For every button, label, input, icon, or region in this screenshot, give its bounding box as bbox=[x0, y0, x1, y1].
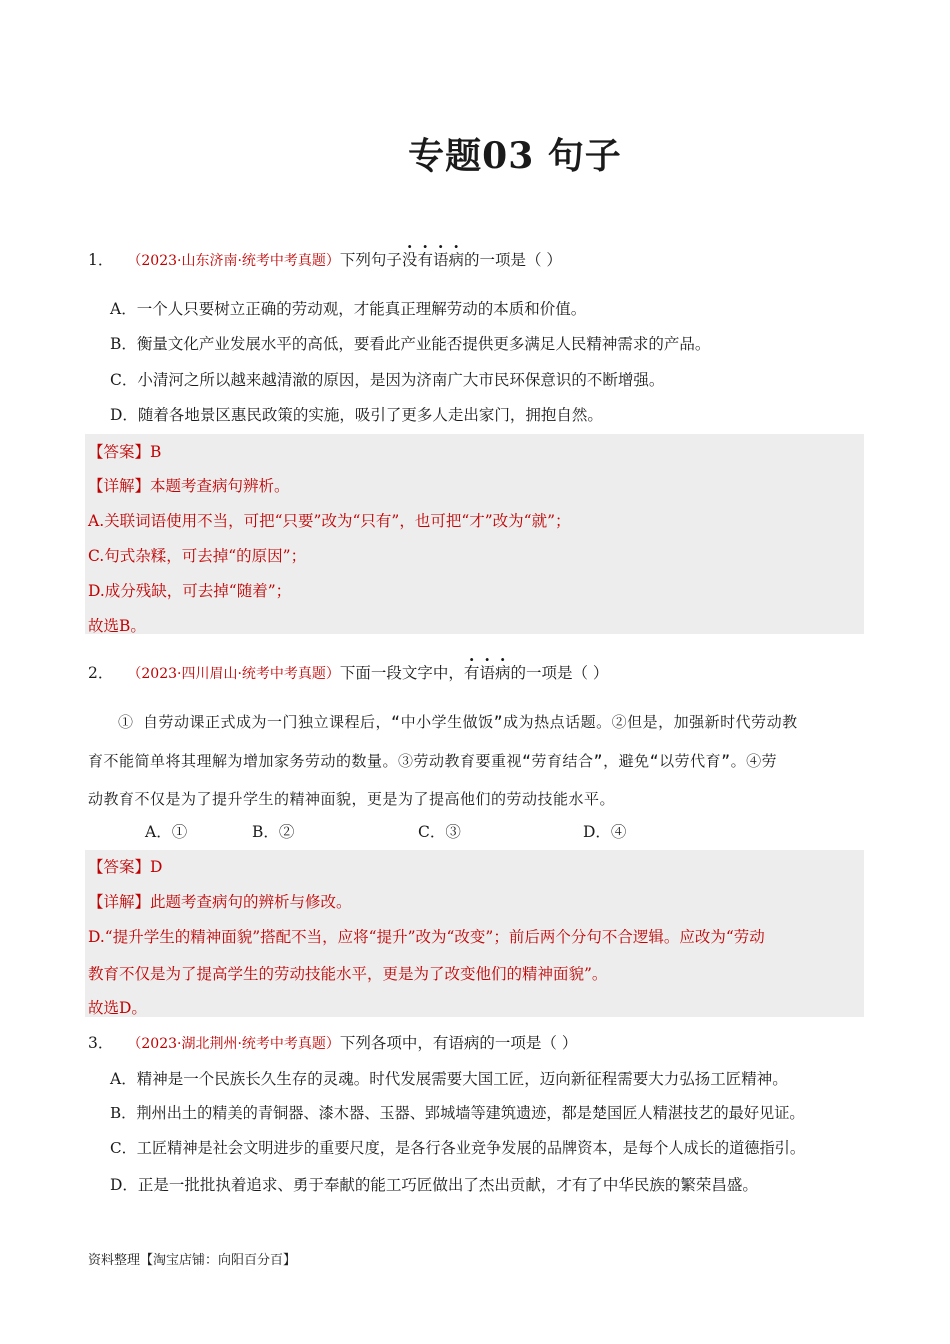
option-c: C．工匠精神是社会文明进步的重要尺度，是各行各业竞争发展的品牌资本，是每个人成长的道德指引。 bbox=[110, 1139, 806, 1157]
emphasis-char: 没 bbox=[401, 251, 418, 269]
option-a: A．一个人只要树立正确的劳动观，才能真正理解劳动的本质和价值。 bbox=[110, 300, 587, 318]
explanation-line: 故选B。 bbox=[88, 617, 146, 635]
answer-label: 【答案】B bbox=[88, 443, 162, 461]
explanation-line: C.句式杂糅，可去掉“的原因”； bbox=[88, 547, 307, 565]
option-b: B．衡量文化产业发展水平的高低，要看此产业能否提供更多满足人民精神需求的产品。 bbox=[110, 335, 711, 353]
emphasis-char: 有 bbox=[463, 664, 480, 682]
answer-box-1 bbox=[85, 434, 864, 634]
question-number: 2． bbox=[88, 664, 114, 682]
passage-line: 动教育不仅是为了提升学生的精神面貌，更是为了提高他们的劳动技能水平。 bbox=[88, 790, 616, 808]
question-source: （2023·四川眉山·统考中考真题） bbox=[127, 666, 340, 682]
option-d: D．④ bbox=[583, 823, 627, 841]
option-a: A．精神是一个民族长久生存的灵魂。时代发展需要大国工匠，迈向新征程需要大力弘扬工匠精神。 bbox=[110, 1070, 788, 1088]
option-b: B．② bbox=[252, 823, 295, 841]
emphasis-char: 语 bbox=[479, 664, 495, 682]
emphasis-char: 有 bbox=[417, 251, 433, 269]
question-3-stem: 3． （2023·湖北荆州·统考中考真题）下列各项中，有语病的一项是（ ） bbox=[88, 1034, 578, 1052]
question-source: （2023·山东济南·统考中考真题） bbox=[127, 253, 340, 269]
emphasis-char: 语 bbox=[432, 251, 449, 269]
passage-line: ① 自劳动课正式成为一门独立课程后，“中小学生做饭”成为热点话题。②但是，加强新时代劳动教 bbox=[118, 713, 798, 731]
passage-line: 育不能简单将其理解为增加家务劳动的数量。③劳动教育要重视“劳育结合”，避免“以劳代育”。④劳 bbox=[88, 752, 778, 770]
option-a: A．① bbox=[145, 823, 188, 841]
footer-text: 资料整理【淘宝店铺：向阳百分百】 bbox=[88, 1253, 297, 1268]
question-source: （2023·湖北荆州·统考中考真题） bbox=[127, 1036, 340, 1052]
page-title: 专题03 句子 bbox=[408, 135, 622, 177]
answer-label: 【答案】D bbox=[88, 858, 163, 876]
option-b: B．荆州出土的精美的青铜器、漆木器、玉器、郢城墙等建筑遗迹，都是楚国匠人精湛技艺的最好见证。 bbox=[110, 1104, 805, 1122]
option-d: D．随着各地景区惠民政策的实施，吸引了更多人走出家门，拥抱自然。 bbox=[110, 406, 603, 424]
explanation-line: D.成分残缺，可去掉“随着”； bbox=[88, 582, 292, 600]
explanation-line: A.关联词语使用不当，可把“只要”改为“只有”，也可把“才”改为“就”； bbox=[88, 512, 571, 530]
question-2-stem: 2． （2023·四川眉山·统考中考真题）下面一段文字中，有语病的一项是（ ） bbox=[88, 664, 609, 682]
question-1-stem: 1． （2023·山东济南·统考中考真题）下列句子没有语病的一项是（ ） bbox=[88, 251, 562, 269]
explanation-line: D.“提升学生的精神面貌”搭配不当，应将“提升”改为“改变”；前后两个分句不合逻辑。应改为“劳动 bbox=[88, 928, 765, 946]
explanation-line: 教育不仅是为了提高学生的劳动技能水平，更是为了改变他们的精神面貌”。 bbox=[88, 965, 608, 983]
option-c: C．小清河之所以越来越清澈的原因，是因为济南广大市民环保意识的不断增强。 bbox=[110, 371, 665, 389]
option-d: D．正是一批批执着追求、勇于奉献的能工巧匠做出了杰出贡献，才有了中华民族的繁荣昌盛。 bbox=[110, 1176, 758, 1194]
explanation-line: 故选D。 bbox=[88, 999, 147, 1017]
question-number: 3． bbox=[88, 1034, 114, 1052]
emphasis-char: 病 bbox=[448, 251, 464, 269]
emphasis-char: 病 bbox=[494, 664, 511, 682]
detail-label: 【详解】本题考查病句辨析。 bbox=[88, 477, 290, 495]
question-number: 1． bbox=[88, 251, 114, 269]
option-c: C．③ bbox=[418, 823, 461, 841]
detail-label: 【详解】此题考查病句的辨析与修改。 bbox=[88, 893, 352, 911]
